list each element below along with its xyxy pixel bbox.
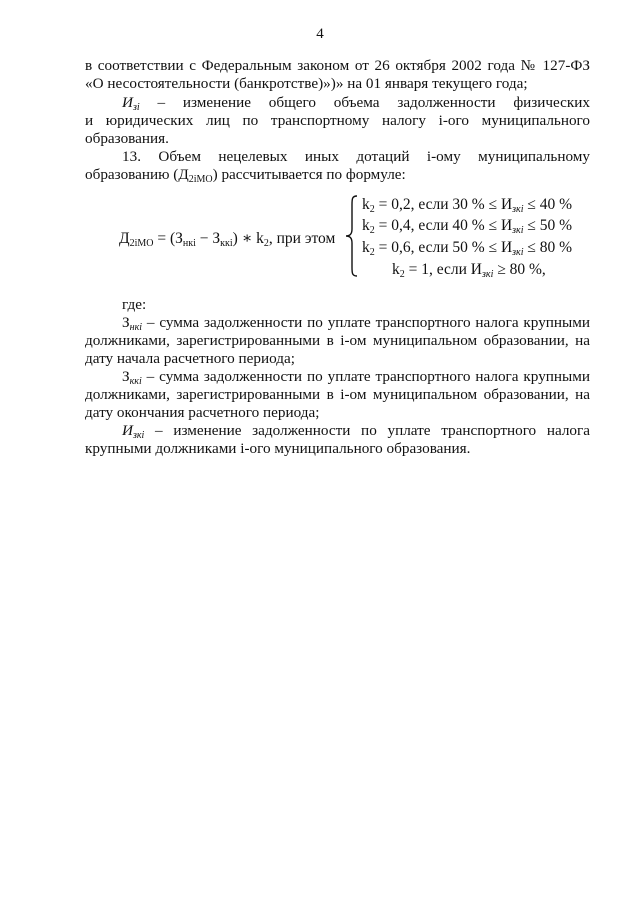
case-1-k: k [362,196,370,213]
formula-case-2 [362,217,572,235]
case-2-k-sub: 2 [369,225,375,236]
case-2-text: = 0,4, если 40 % ≤ И [374,217,513,234]
formula-lhs-sub: 2iМО [129,238,154,249]
izk-symbol: И [122,422,133,439]
case-4-text: = 1, если И [404,261,482,278]
formula-case-3 [362,239,572,257]
case-3-tail: ≤ 80 % [523,239,573,256]
zkk-definition-text: – сумма задолженности по уплате транспортного налога крупными [141,368,590,385]
iz-symbol: И [122,94,133,111]
para13-line2-sub: 2iМО [188,174,213,185]
case-3-text: = 0,6, если 50 % ≤ И [374,239,513,256]
iz-definition-text: – изменение общего объема задолженности физических [157,94,591,111]
case-3-k-sub: 2 [369,247,375,258]
case-2-tail: ≤ 50 % [523,217,573,234]
def-zkk-line3: дату окончания расчетного периода; [85,404,320,421]
izk-subscript: зкi [132,430,145,441]
case-2-i-sub: зкi [512,225,524,236]
def-iz-line2: и юридических лиц по транспортному налогу i-ого муниципального [85,112,590,129]
para13-line2 [85,166,590,184]
formula-mult: ) ∗ k [232,230,264,247]
case-3-i-sub: зкi [512,247,524,258]
formula-minus: − З [195,230,221,247]
left-brace-icon [345,195,359,277]
zkk-symbol: З [122,368,130,385]
case-4-k: k [392,261,400,278]
case-4-tail: ≥ 80 %, [493,261,546,278]
case-3-k: k [362,239,370,256]
znk-symbol: З [122,314,130,331]
formula-case-4 [392,261,546,279]
def-zkk-line1 [122,368,590,386]
para1-line1: в соответствии с Федеральным законом от 26 октября 2002 года № 127-ФЗ [85,57,590,74]
def-iz-line3: образования. [85,130,169,147]
formula-at-that: , при этом [268,230,336,247]
znk-subscript: нкi [129,322,143,333]
para1-line2: «О несостоятельности (банкротстве)»)» на 01 января текущего года; [85,75,528,92]
case-2-k: k [362,217,370,234]
formula-case-1 [362,196,572,214]
def-znk-line3: дату начала расчетного периода; [85,350,295,367]
iz-subscript: зi [132,102,140,113]
case-1-i-sub: зкi [512,204,524,215]
izk-definition-text: – изменение задолженности по уплате транспортного налога [144,422,590,439]
case-4-k-sub: 2 [399,269,405,280]
zkk-subscript: ккi [129,376,142,387]
formula-main [119,229,335,248]
page-number: 4 [316,26,324,42]
def-znk-line1 [122,314,590,332]
def-iz-line1 [122,94,590,112]
def-zkk-line2: должниками, зарегистрированными в i-ом муниципальном образовании, на [85,386,590,403]
case-1-text: = 0,2, если 30 % ≤ И [374,196,513,213]
def-izk-line2: крупными должниками i-ого муниципального образования. [85,440,471,457]
case-1-tail: ≤ 40 % [523,196,573,213]
where-label: где: [122,296,147,313]
para13-line2-after: ) рассчитывается по формуле: [212,166,406,183]
def-izk-line1 [122,422,590,440]
para13-line1: 13. Объем нецелевых иных дотаций i-ому муниципальному [122,148,590,165]
formula-z1-sub: нкi [182,238,196,249]
formula-eq-open: = (З [153,230,183,247]
znk-definition-text: – сумма задолженности по уплате транспортного налога крупными [142,314,590,331]
formula-lhs: Д [119,230,130,247]
def-znk-line2: должниками, зарегистрированными в i-ом муниципальном образовании, на [85,332,590,349]
formula-k-sub: 2 [263,238,269,249]
formula-z2-sub: ккi [220,238,233,249]
case-1-k-sub: 2 [369,204,375,215]
para13-line2-before: образованию (Д [85,166,189,183]
case-4-i-sub: зкi [482,269,494,280]
